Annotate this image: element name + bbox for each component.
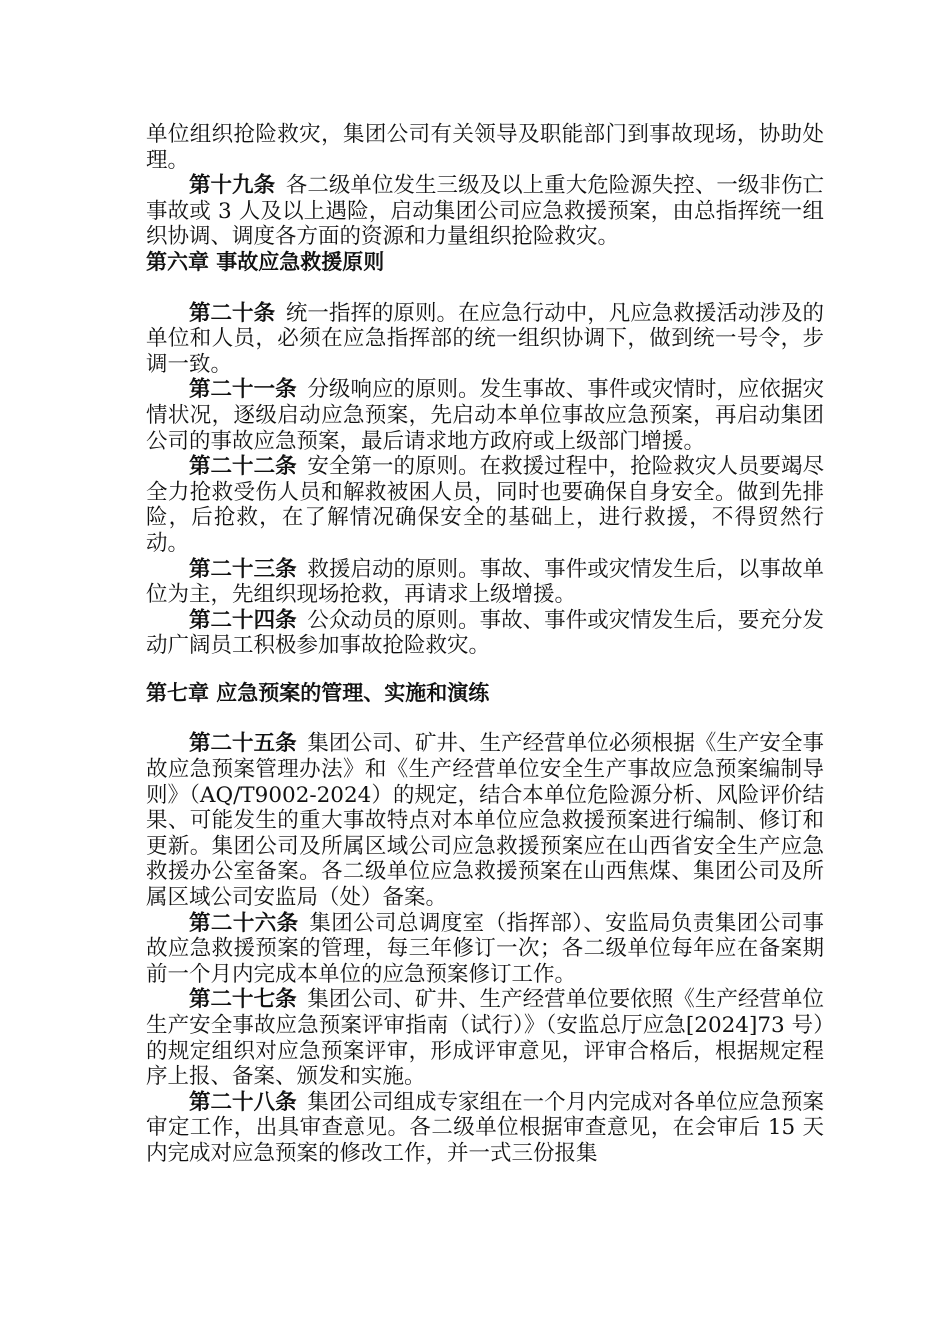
article-text: 统一指挥的原则。在应急行动中，凡应急救援活动涉及的单位和人员，必须在应急指挥部的统一组织协调下，做到统一号令，步调一致。 bbox=[146, 300, 824, 377]
article-number: 第二十五条 bbox=[189, 731, 297, 757]
paragraph-continuation bbox=[146, 122, 824, 173]
article-22 bbox=[146, 454, 824, 556]
article-number: 第二十条 bbox=[189, 300, 276, 326]
article-26 bbox=[146, 911, 824, 988]
article-text: 集团公司、矿井、生产经营单位要依照《生产经营单位生产安全事故应急预案评审指南（试行）》（安监总厅应急[2024]73 号）的规定组织对应急预案评审，形成评审意见，评审合格后，根据规定程序上报、备案、颁发和实施。 bbox=[146, 987, 824, 1090]
article-number: 第二十四条 bbox=[189, 607, 297, 633]
article-23 bbox=[146, 557, 824, 608]
article-20 bbox=[146, 301, 824, 378]
article-24 bbox=[146, 608, 824, 659]
article-text: 救援启动的原则。事故、事件或灾情发生后，以事故单位为主，先组织现场抢救，再请求上级增援。 bbox=[146, 556, 824, 608]
article-number: 第二十八条 bbox=[189, 1089, 297, 1115]
article-text: 安全第一的原则。在救援过程中，抢险救灾人员要竭尽全力抢救受伤人员和解救被困人员，同时也要确保自身安全。做到先排险，后抢救，在了解情况确保安全的基础上，进行救援，不得贸然行动。 bbox=[146, 454, 824, 556]
article-27 bbox=[146, 987, 824, 1089]
article-text: 集团公司、矿井、生产经营单位必须根据《生产安全事故应急预案管理办法》和《生产经营单位安全生产事故应急预案编制导则》（AQ/T9002-2024）的规定，结合本单位危险源分析、风险评价结果、可能发生的重大事故特点对本单位应急救援预案进行编制、修订和更新。集团公司及所属区域公司应急救援预案应在山西省安全生产应急救援办公室备案。各二级单位应急救援预案在山西焦煤、集团公司及所属区域公司安监局（处）备案。 bbox=[146, 731, 824, 911]
paragraph-text: 单位组织抢险救灾，集团公司有关领导及职能部门到事故现场，协助处理。 bbox=[146, 122, 824, 173]
article-21 bbox=[146, 377, 824, 454]
document-page bbox=[146, 122, 824, 1167]
article-28 bbox=[146, 1090, 824, 1167]
article-number: 第二十三条 bbox=[189, 556, 297, 582]
article-25 bbox=[146, 731, 824, 910]
article-text: 集团公司总调度室（指挥部）、安监局负责集团公司事故应急救援预案的管理，每三年修订一次；各二级单位每年应在备案期前一个月内完成本单位的应急预案修订工作。 bbox=[146, 910, 824, 987]
article-text: 公众动员的原则。事故、事件或灾情发生后，要充分发动广阔员工积极参加事故抢险救灾。 bbox=[146, 607, 824, 659]
article-number: 第二十二条 bbox=[189, 454, 297, 480]
spacer bbox=[146, 659, 824, 681]
spacer bbox=[146, 276, 824, 301]
article-text: 各二级单位发生三级及以上重大危险源失控、一级非伤亡事故或 3 人及以上遇险，启动集团公司应急救援预案，由总指挥统一组织协调、调度各方面的资源和力量组织抢险救灾。 bbox=[146, 173, 824, 250]
article-19 bbox=[146, 173, 824, 250]
chapter-7-heading: 第七章 应急预案的管理、实施和演练 bbox=[146, 680, 490, 705]
article-number: 第二十一条 bbox=[189, 377, 297, 403]
article-number: 第十九条 bbox=[189, 173, 276, 199]
article-number: 第二十六条 bbox=[189, 910, 299, 936]
article-text: 分级响应的原则。发生事故、事件或灾情时，应依据灾情状况，逐级启动应急预案，先启动本单位事故应急预案，再启动集团公司的事故应急预案，最后请求地方政府或上级部门增援。 bbox=[146, 377, 824, 454]
article-number: 第二十七条 bbox=[189, 987, 297, 1013]
chapter-6-heading: 第六章 事故应急救援原则 bbox=[146, 249, 385, 274]
article-text: 集团公司组成专家组在一个月内完成对各单位应急预案审定工作，出具审查意见。各二级单位根据审查意见，在会审后 15 天内完成对应急预案的修改工作，并一式三份报集 bbox=[146, 1089, 824, 1166]
spacer bbox=[146, 706, 824, 731]
